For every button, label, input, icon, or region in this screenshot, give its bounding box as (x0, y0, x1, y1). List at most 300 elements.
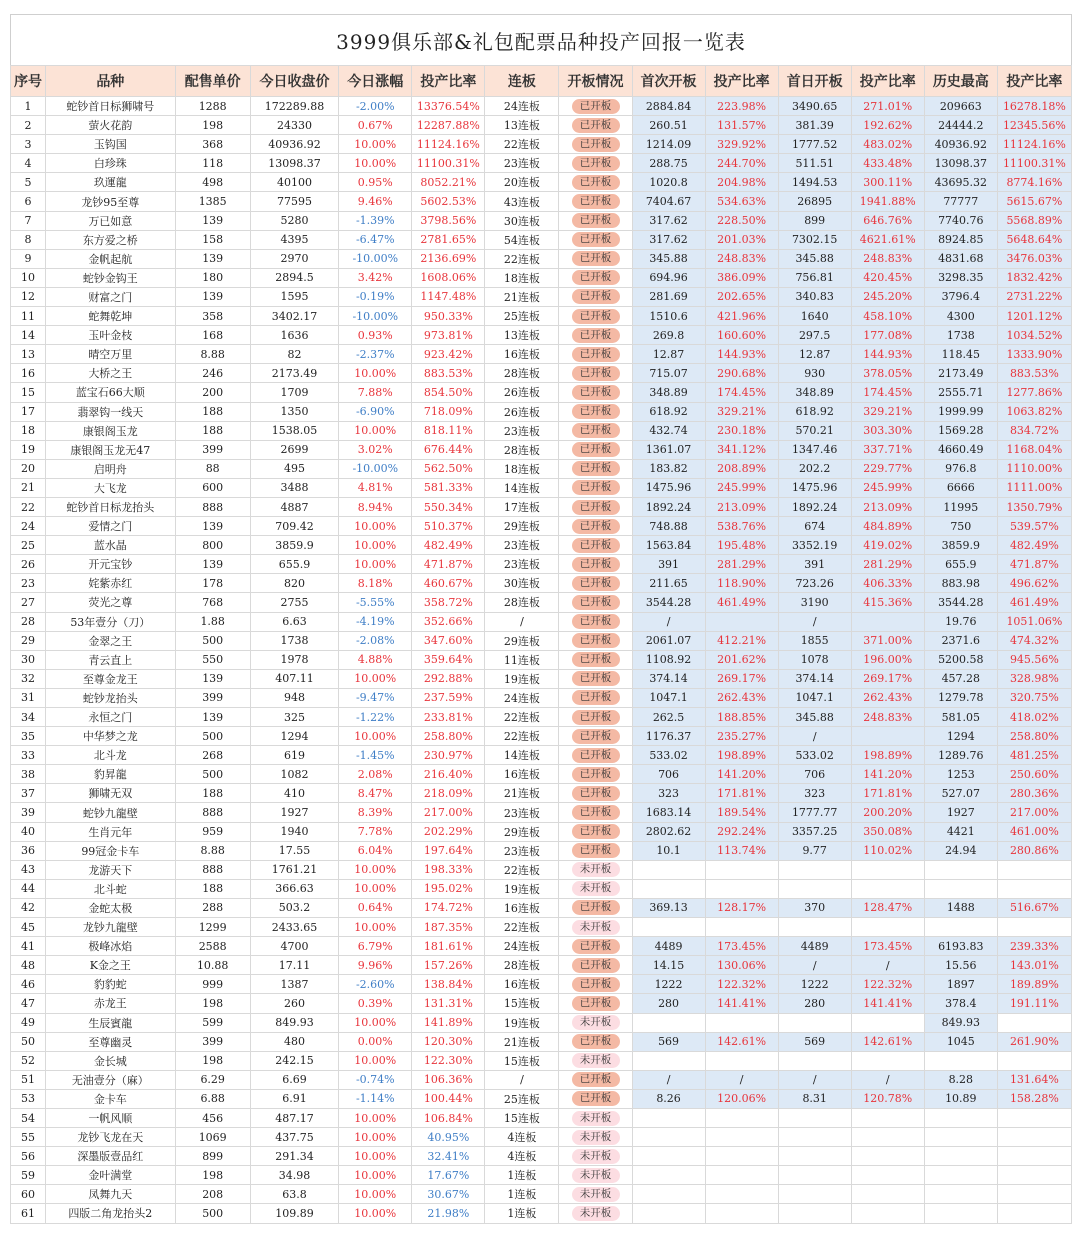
cell-index: 9 (11, 249, 46, 268)
cell-open-status (559, 287, 632, 306)
cell-allotment-price: 500 (175, 631, 250, 650)
cell-daily-change: 10.00% (339, 364, 412, 383)
cell-historic-high: 1569.28 (924, 421, 997, 440)
cell-allotment-price: 1.88 (175, 612, 250, 631)
cell-variety: 53年壹分（刀） (45, 612, 175, 631)
cell-first-day-ratio: 458.10% (851, 307, 924, 326)
cell-variety: 爱情之门 (45, 517, 175, 536)
cell-first-day-open: 9.77 (778, 841, 851, 860)
cell-first-day-ratio: 406.33% (851, 574, 924, 593)
cell-open-status (559, 1013, 632, 1032)
cell-first-day-ratio: 174.45% (851, 383, 924, 402)
cell-first-day-ratio: 329.21% (851, 402, 924, 421)
cell-limit-streak: 14连板 (485, 746, 559, 765)
cell-first-open (632, 1185, 705, 1204)
cell-first-day-open: 202.2 (778, 459, 851, 478)
cell-index: 19 (11, 440, 46, 459)
cell-historic-high: 2371.6 (924, 631, 997, 650)
cell-historic-high: 1294 (924, 727, 997, 746)
cell-first-day-open: 930 (778, 364, 851, 383)
cell-return-ratio: 12287.88% (412, 116, 485, 135)
cell-index: 23 (11, 574, 46, 593)
cell-close-price: 1294 (250, 727, 339, 746)
table-row (11, 1108, 1072, 1127)
cell-variety: 金蛇太极 (45, 898, 175, 917)
cell-allotment-price: 139 (175, 517, 250, 536)
cell-historic-high: 209663 (924, 97, 997, 116)
cell-historic-ratio: 328.98% (997, 669, 1071, 688)
cell-allotment-price: 8.88 (175, 841, 250, 860)
cell-daily-change: -4.19% (339, 612, 412, 631)
cell-limit-streak: 13连板 (485, 116, 559, 135)
cell-first-day-ratio (851, 1128, 924, 1147)
cell-index: 42 (11, 898, 46, 917)
cell-historic-ratio (997, 1013, 1071, 1032)
cell-variety: 龙钞九龍壁 (45, 918, 175, 937)
cell-historic-ratio: 258.80% (997, 727, 1071, 746)
cell-allotment-price: 118 (175, 154, 250, 173)
header-first-day-open: 首日开板 (778, 66, 851, 97)
cell-first-open: 432.74 (632, 421, 705, 440)
cell-return-ratio: 17.67% (412, 1166, 485, 1185)
cell-historic-high: 750 (924, 517, 997, 536)
status-badge: 未开板 (572, 1111, 620, 1126)
cell-open-status (559, 898, 632, 917)
cell-open-status (559, 956, 632, 975)
cell-first-day-open: 12.87 (778, 345, 851, 364)
table-row (11, 688, 1072, 707)
cell-first-day-ratio: 122.32% (851, 975, 924, 994)
cell-first-open (632, 1147, 705, 1166)
cell-limit-streak: 25连板 (485, 307, 559, 326)
cell-first-open: 694.96 (632, 268, 705, 287)
cell-variety: 启明舟 (45, 459, 175, 478)
cell-historic-ratio: 11124.16% (997, 135, 1071, 154)
cell-index: 7 (11, 211, 46, 230)
status-badge: 已开板 (572, 461, 620, 476)
cell-historic-high (924, 1051, 997, 1070)
cell-index: 46 (11, 975, 46, 994)
cell-first-open-ratio (705, 1108, 778, 1127)
cell-open-status (559, 173, 632, 192)
cell-historic-high (924, 1166, 997, 1185)
cell-daily-change: 10.00% (339, 669, 412, 688)
status-badge: 已开板 (572, 232, 620, 247)
cell-allotment-price: 800 (175, 536, 250, 555)
cell-return-ratio: 2136.69% (412, 249, 485, 268)
cell-variety: 康银阁玉龙无47 (45, 440, 175, 459)
cell-index: 59 (11, 1166, 46, 1185)
cell-index: 11 (11, 307, 46, 326)
cell-limit-streak: 20连板 (485, 173, 559, 192)
status-badge: 已开板 (572, 633, 620, 648)
table-row (11, 402, 1072, 421)
cell-close-price: 2894.5 (250, 268, 339, 287)
cell-historic-high: 378.4 (924, 994, 997, 1013)
cell-historic-ratio (997, 1128, 1071, 1147)
cell-first-day-ratio: 300.11% (851, 173, 924, 192)
cell-first-day-ratio: 192.62% (851, 116, 924, 135)
cell-variety: K金之王 (45, 956, 175, 975)
cell-historic-ratio: 883.53% (997, 364, 1071, 383)
cell-variety: 大桥之王 (45, 364, 175, 383)
cell-first-open: 1108.92 (632, 650, 705, 669)
cell-first-day-open: 345.88 (778, 249, 851, 268)
cell-index: 39 (11, 803, 46, 822)
cell-limit-streak: 16连板 (485, 345, 559, 364)
cell-historic-ratio: 261.90% (997, 1032, 1071, 1051)
cell-first-open-ratio (705, 1204, 778, 1223)
cell-historic-high: 3544.28 (924, 593, 997, 612)
cell-limit-streak: 23连板 (485, 803, 559, 822)
cell-daily-change: 0.95% (339, 173, 412, 192)
cell-historic-high (924, 860, 997, 879)
cell-variety: 狮啸无双 (45, 784, 175, 803)
cell-historic-high: 118.45 (924, 345, 997, 364)
table-row (11, 497, 1072, 516)
cell-historic-high: 4421 (924, 822, 997, 841)
cell-historic-ratio: 481.25% (997, 746, 1071, 765)
cell-historic-ratio: 1201.12% (997, 307, 1071, 326)
cell-historic-high: 4660.49 (924, 440, 997, 459)
cell-historic-ratio: 1051.06% (997, 612, 1071, 631)
cell-first-day-ratio (851, 1051, 924, 1070)
cell-variety: 至尊金龙王 (45, 669, 175, 688)
cell-return-ratio: 352.66% (412, 612, 485, 631)
cell-first-day-ratio: 229.77% (851, 459, 924, 478)
cell-variety: 晴空万里 (45, 345, 175, 364)
cell-daily-change: 8.18% (339, 574, 412, 593)
cell-daily-change: 10.00% (339, 555, 412, 574)
cell-allotment-price: 399 (175, 688, 250, 707)
cell-historic-ratio: 3476.03% (997, 249, 1071, 268)
cell-first-open-ratio: 245.99% (705, 478, 778, 497)
cell-return-ratio: 950.33% (412, 307, 485, 326)
cell-return-ratio: 1147.48% (412, 287, 485, 306)
cell-open-status (559, 937, 632, 956)
cell-first-open-ratio (705, 1166, 778, 1185)
cell-return-ratio: 11124.16% (412, 135, 485, 154)
table-row (11, 1089, 1072, 1108)
cell-index: 37 (11, 784, 46, 803)
cell-open-status (559, 268, 632, 287)
cell-open-status (559, 860, 632, 879)
cell-first-day-ratio: 142.61% (851, 1032, 924, 1051)
cell-limit-streak: 22连板 (485, 135, 559, 154)
cell-historic-ratio: 1168.04% (997, 440, 1071, 459)
status-badge: 已开板 (572, 270, 620, 285)
cell-historic-ratio: 1034.52% (997, 326, 1071, 345)
cell-open-status (559, 211, 632, 230)
cell-first-day-open: / (778, 956, 851, 975)
cell-first-day-open: 340.83 (778, 287, 851, 306)
cell-first-day-ratio: 433.48% (851, 154, 924, 173)
cell-first-open-ratio: 421.96% (705, 307, 778, 326)
cell-daily-change: 7.88% (339, 383, 412, 402)
cell-limit-streak: 28连板 (485, 440, 559, 459)
cell-return-ratio: 5602.53% (412, 192, 485, 211)
cell-index: 22 (11, 497, 46, 516)
cell-historic-ratio: 16278.18% (997, 97, 1071, 116)
status-badge: 已开板 (572, 767, 620, 782)
cell-limit-streak: 54连板 (485, 230, 559, 249)
cell-daily-change: 10.00% (339, 135, 412, 154)
cell-limit-streak: 18连板 (485, 459, 559, 478)
cell-daily-change: -1.14% (339, 1089, 412, 1108)
cell-first-day-open (778, 1185, 851, 1204)
status-badge: 已开板 (572, 843, 620, 858)
cell-first-open (632, 860, 705, 879)
cell-allotment-price: 158 (175, 230, 250, 249)
cell-first-day-open: 1047.1 (778, 688, 851, 707)
status-badge: 已开板 (572, 824, 620, 839)
cell-first-day-ratio: 337.71% (851, 440, 924, 459)
cell-first-open-ratio: 160.60% (705, 326, 778, 345)
cell-variety: 翡翠钩一线天 (45, 402, 175, 421)
cell-first-day-open: 674 (778, 517, 851, 536)
cell-historic-high (924, 879, 997, 898)
cell-first-open-ratio: 244.70% (705, 154, 778, 173)
cell-historic-high: 43695.32 (924, 173, 997, 192)
cell-allotment-price: 139 (175, 211, 250, 230)
table-row (11, 307, 1072, 326)
cell-return-ratio: 550.34% (412, 497, 485, 516)
cell-close-price: 4887 (250, 497, 339, 516)
cell-first-open-ratio: 113.74% (705, 841, 778, 860)
cell-first-open-ratio (705, 1185, 778, 1204)
cell-first-open: 533.02 (632, 746, 705, 765)
cell-variety: 至尊幽灵 (45, 1032, 175, 1051)
cell-first-day-open: 899 (778, 211, 851, 230)
cell-historic-ratio: 1111.00% (997, 478, 1071, 497)
cell-return-ratio: 32.41% (412, 1147, 485, 1166)
cell-index: 49 (11, 1013, 46, 1032)
cell-index: 28 (11, 612, 46, 631)
status-badge: 已开板 (572, 900, 620, 915)
cell-first-open: 317.62 (632, 230, 705, 249)
cell-limit-streak: 16连板 (485, 898, 559, 917)
cell-first-open: 2884.84 (632, 97, 705, 116)
status-badge: 已开板 (572, 958, 620, 973)
status-badge: 已开板 (572, 175, 620, 190)
cell-variety: 蓝宝石66大顺 (45, 383, 175, 402)
cell-historic-high: 3859.9 (924, 536, 997, 555)
cell-first-day-ratio: 213.09% (851, 497, 924, 516)
cell-allotment-price: 139 (175, 669, 250, 688)
cell-daily-change: 0.93% (339, 326, 412, 345)
cell-allotment-price: 2588 (175, 937, 250, 956)
cell-first-open: 391 (632, 555, 705, 574)
cell-open-status (559, 994, 632, 1013)
cell-allotment-price: 180 (175, 268, 250, 287)
cell-return-ratio: 195.02% (412, 879, 485, 898)
cell-first-day-ratio (851, 1013, 924, 1032)
cell-historic-high: 6666 (924, 478, 997, 497)
cell-first-open-ratio: 228.50% (705, 211, 778, 230)
cell-first-open: 269.8 (632, 326, 705, 345)
cell-daily-change: 10.00% (339, 1166, 412, 1185)
cell-variety: 姹紫赤红 (45, 574, 175, 593)
cell-first-open-ratio: 281.29% (705, 555, 778, 574)
cell-return-ratio: 181.61% (412, 937, 485, 956)
cell-close-price: 6.63 (250, 612, 339, 631)
cell-allotment-price: 139 (175, 555, 250, 574)
cell-close-price: 1082 (250, 765, 339, 784)
cell-first-open-ratio: 213.09% (705, 497, 778, 516)
cell-first-open-ratio (705, 1128, 778, 1147)
cell-variety: 中华梦之龙 (45, 727, 175, 746)
cell-historic-ratio (997, 879, 1071, 898)
status-badge: 已开板 (572, 1091, 620, 1106)
cell-index: 3 (11, 135, 46, 154)
cell-close-price: 325 (250, 708, 339, 727)
cell-first-day-ratio: 245.99% (851, 478, 924, 497)
header-close-price: 今日收盘价 (250, 66, 339, 97)
cell-historic-ratio (997, 1166, 1071, 1185)
cell-allotment-price: 358 (175, 307, 250, 326)
cell-historic-ratio: 158.28% (997, 1089, 1071, 1108)
cell-index: 2 (11, 116, 46, 135)
cell-variety: 北斗蛇 (45, 879, 175, 898)
cell-open-status (559, 421, 632, 440)
cell-variety: 金长城 (45, 1051, 175, 1070)
cell-close-price: 849.93 (250, 1013, 339, 1032)
cell-first-open-ratio: 131.57% (705, 116, 778, 135)
cell-first-open (632, 879, 705, 898)
cell-limit-streak: 23连板 (485, 555, 559, 574)
cell-daily-change: -2.37% (339, 345, 412, 364)
status-badge: 已开板 (572, 690, 620, 705)
cell-close-price: 6.69 (250, 1070, 339, 1089)
cell-return-ratio: 216.40% (412, 765, 485, 784)
cell-historic-high: 457.28 (924, 669, 997, 688)
cell-open-status (559, 440, 632, 459)
cell-return-ratio: 157.26% (412, 956, 485, 975)
cell-index: 53 (11, 1089, 46, 1108)
cell-allotment-price: 899 (175, 1147, 250, 1166)
cell-first-open-ratio: 118.90% (705, 574, 778, 593)
cell-close-price: 1538.05 (250, 421, 339, 440)
cell-limit-streak: 26连板 (485, 402, 559, 421)
cell-historic-ratio: 418.02% (997, 708, 1071, 727)
cell-first-day-ratio: 4621.61% (851, 230, 924, 249)
cell-allotment-price: 599 (175, 1013, 250, 1032)
cell-close-price: 1978 (250, 650, 339, 669)
cell-first-open: 8.26 (632, 1089, 705, 1108)
cell-allotment-price: 999 (175, 975, 250, 994)
table-row (11, 937, 1072, 956)
cell-daily-change: -9.47% (339, 688, 412, 707)
cell-open-status (559, 746, 632, 765)
cell-allotment-price: 768 (175, 593, 250, 612)
cell-historic-ratio: 461.00% (997, 822, 1071, 841)
status-badge: 已开板 (572, 328, 620, 343)
cell-first-day-open (778, 1166, 851, 1185)
cell-daily-change: -2.00% (339, 97, 412, 116)
cell-return-ratio: 174.72% (412, 898, 485, 917)
header-return-ratio: 投产比率 (412, 66, 485, 97)
cell-daily-change: -2.08% (339, 631, 412, 650)
cell-historic-high: 77777 (924, 192, 997, 211)
status-badge: 已开板 (572, 480, 620, 495)
header-historic-high: 历史最高 (924, 66, 997, 97)
cell-index: 45 (11, 918, 46, 937)
cell-limit-streak: 43连板 (485, 192, 559, 211)
cell-first-day-ratio: 141.41% (851, 994, 924, 1013)
cell-first-open: 1020.8 (632, 173, 705, 192)
table-row (11, 650, 1072, 669)
cell-close-price: 437.75 (250, 1128, 339, 1147)
cell-limit-streak: 28连板 (485, 593, 559, 612)
cell-first-day-ratio: 1941.88% (851, 192, 924, 211)
cell-limit-streak: 23连板 (485, 841, 559, 860)
cell-limit-streak: 21连板 (485, 287, 559, 306)
cell-historic-high: 527.07 (924, 784, 997, 803)
cell-historic-ratio: 217.00% (997, 803, 1071, 822)
cell-historic-ratio: 471.87% (997, 555, 1071, 574)
cell-first-open-ratio: 223.98% (705, 97, 778, 116)
cell-close-price: 63.8 (250, 1185, 339, 1204)
cell-index: 13 (11, 345, 46, 364)
cell-variety: 蛇钞首日标龙抬头 (45, 497, 175, 516)
table-row (11, 1051, 1072, 1070)
cell-index: 54 (11, 1108, 46, 1127)
cell-daily-change: -2.60% (339, 975, 412, 994)
cell-limit-streak: 18连板 (485, 268, 559, 287)
cell-first-open-ratio: 201.62% (705, 650, 778, 669)
cell-variety: 北斗龙 (45, 746, 175, 765)
cell-first-open-ratio: 141.41% (705, 994, 778, 1013)
cell-first-open: 211.65 (632, 574, 705, 593)
cell-first-open-ratio: 201.03% (705, 230, 778, 249)
cell-historic-high: 7740.76 (924, 211, 997, 230)
status-badge: 未开板 (572, 1149, 620, 1164)
cell-first-day-ratio: 262.43% (851, 688, 924, 707)
status-badge: 未开板 (572, 1187, 620, 1202)
cell-return-ratio: 202.29% (412, 822, 485, 841)
cell-first-day-ratio (851, 1108, 924, 1127)
cell-allotment-price: 139 (175, 249, 250, 268)
cell-historic-high: 11995 (924, 497, 997, 516)
cell-daily-change: 6.79% (339, 937, 412, 956)
cell-first-open-ratio: 230.18% (705, 421, 778, 440)
cell-first-day-open: 1640 (778, 307, 851, 326)
cell-index: 1 (11, 97, 46, 116)
cell-daily-change: 7.78% (339, 822, 412, 841)
cell-allotment-price: 399 (175, 440, 250, 459)
cell-first-open-ratio (705, 918, 778, 937)
cell-first-day-open (778, 918, 851, 937)
status-badge: 已开板 (572, 289, 620, 304)
cell-historic-ratio: 12345.56% (997, 116, 1071, 135)
cell-first-open: 14.15 (632, 956, 705, 975)
cell-daily-change: 0.64% (339, 898, 412, 917)
cell-first-day-ratio: 271.01% (851, 97, 924, 116)
cell-return-ratio: 40.95% (412, 1128, 485, 1147)
cell-index: 48 (11, 956, 46, 975)
cell-historic-ratio: 250.60% (997, 765, 1071, 784)
status-badge: 已开板 (572, 500, 620, 515)
cell-first-day-ratio (851, 612, 924, 631)
table-row (11, 555, 1072, 574)
cell-first-day-ratio: 110.02% (851, 841, 924, 860)
table-row (11, 364, 1072, 383)
cell-index: 10 (11, 268, 46, 287)
cell-first-day-open: 297.5 (778, 326, 851, 345)
cell-historic-high: 4300 (924, 307, 997, 326)
cell-variety: 无油壹分（麻） (45, 1070, 175, 1089)
table-row (11, 898, 1072, 917)
